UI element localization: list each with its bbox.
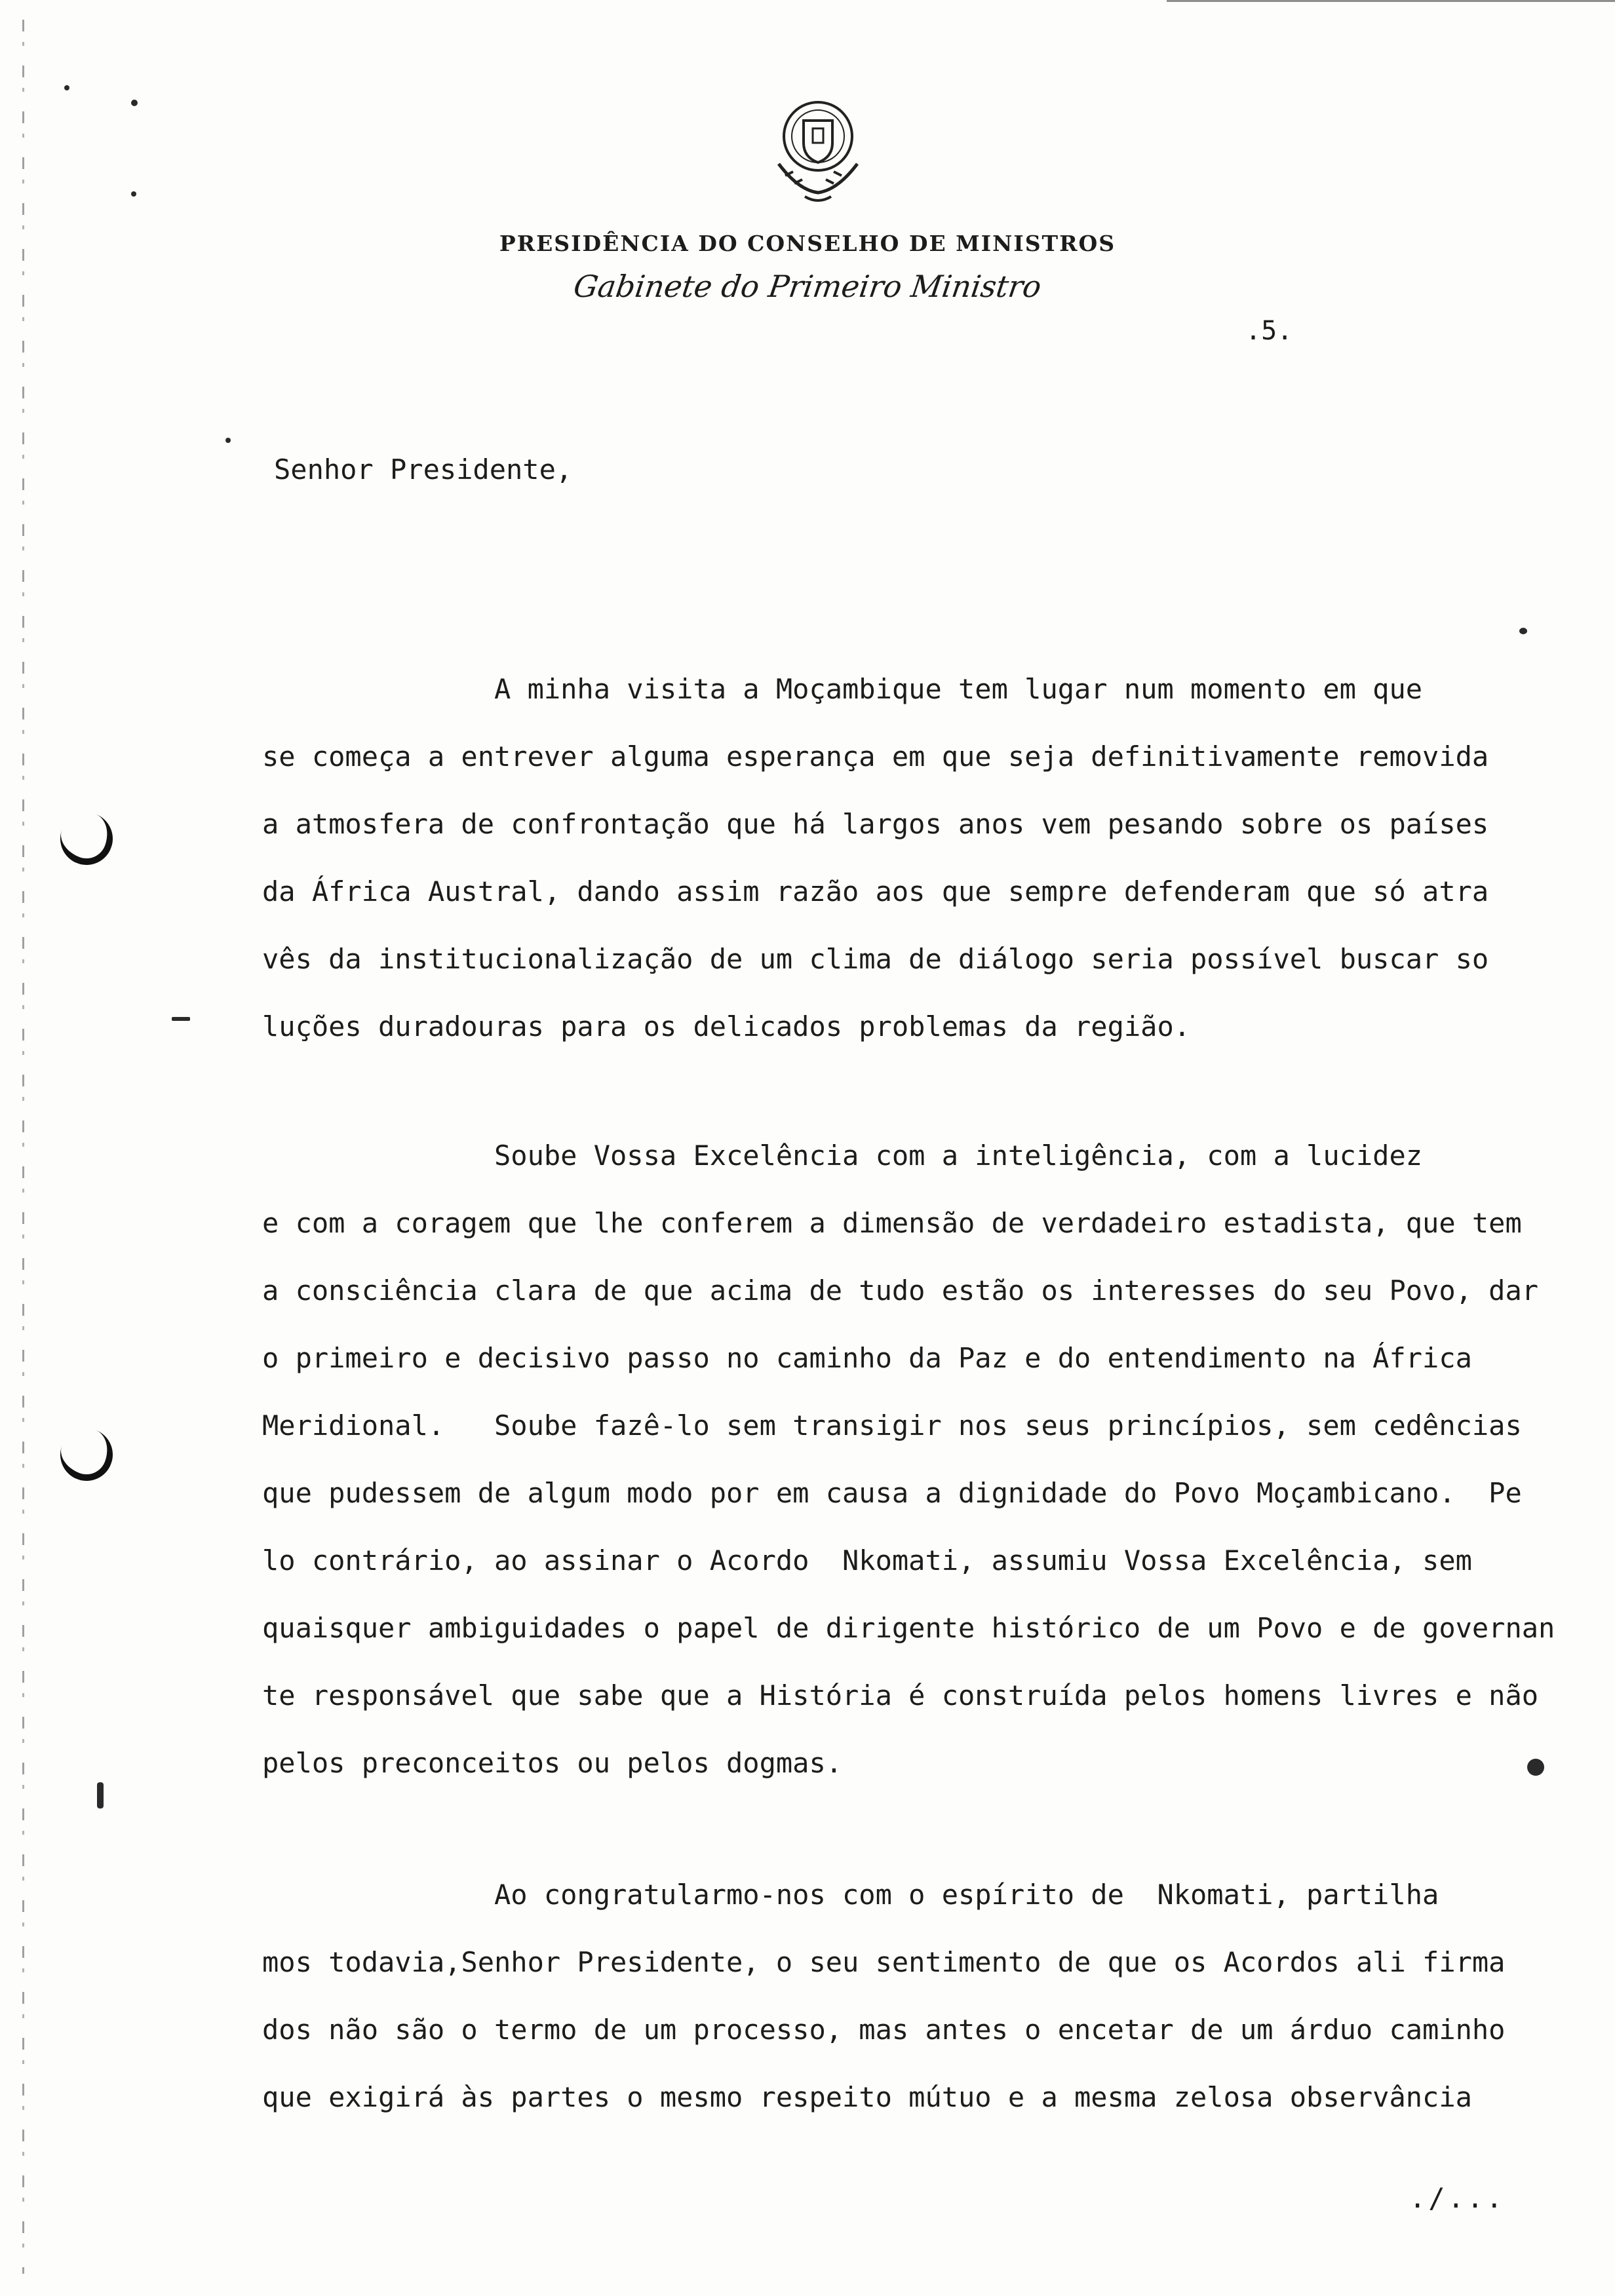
scan-speck (131, 100, 138, 106)
scan-speck (97, 1782, 104, 1808)
scan-speck (64, 85, 69, 90)
scan-speck (1519, 628, 1527, 634)
text-line: quaisquer ambiguidades o papel de dirigente histórico de um Povo e de governan (262, 1612, 1555, 1644)
paragraph-1 (262, 655, 1547, 1060)
text-line: a atmosfera de confrontação que há largos anos vem pesando sobre os países (262, 808, 1489, 840)
coat-of-arms-icon (766, 92, 870, 210)
text-line: se começa a entrever alguma esperança em que seja definitivamente removida (262, 740, 1489, 773)
punch-hole-mark (53, 805, 121, 873)
text-line: o primeiro e decisivo passo no caminho da Paz e do entendimento na África (262, 1342, 1472, 1374)
text-line: Meridional. Soube fazê-lo sem transigir nos seus princípios, sem cedências (262, 1409, 1522, 1442)
scan-speck (172, 1017, 190, 1021)
scan-speck (225, 438, 231, 443)
text-line: te responsável que sabe que a História é construída pelos homens livres e não (262, 1679, 1539, 1712)
text-line: vês da institucionalização de um clima de diálogo seria possível buscar so (262, 943, 1489, 975)
letterhead-subtitle: Gabinete do Primeiro Ministro (571, 269, 1044, 304)
text-line: lo contrário, ao assinar o Acordo Nkomati, assumiu Vossa Excelência, sem (262, 1544, 1472, 1577)
text-line: Soube Vossa Excelência com a inteligência, com a lucidez (262, 1139, 1423, 1172)
text-line: dos não são o termo de um processo, mas antes o encetar de um árduo caminho (262, 2014, 1506, 2046)
letterhead-title: PRESIDÊNCIA DO CONSELHO DE MINISTROS (499, 231, 1116, 256)
text-line: que pudessem de algum modo por em causa a dignidade do Povo Moçambicano. Pe (262, 1477, 1522, 1509)
text-line: mos todavia,Senhor Presidente, o seu sentimento de que os Acordos ali firma (262, 1946, 1506, 1978)
text-line: e com a coragem que lhe conferem a dimensão de verdadeiro estadista, que tem (262, 1207, 1522, 1239)
top-edge-rule (1167, 0, 1615, 2)
text-line: pelos preconceitos ou pelos dogmas. (262, 1747, 843, 1779)
text-line: da África Austral, dando assim razão aos que sempre defenderam que só atra (262, 875, 1489, 908)
page-number: .5. (1245, 316, 1293, 346)
scan-speck (131, 191, 136, 197)
left-binding-edge (22, 20, 24, 2274)
text-line: a consciência clara de que acima de tudo estão os interesses do seu Povo, dar (262, 1274, 1539, 1307)
text-line: Ao congratularmo-nos com o espírito de Nkomati, partilha (262, 1879, 1439, 1911)
text-line: luções duradouras para os delicados problemas da região. (262, 1010, 1191, 1043)
continuation-mark: ./... (1409, 2182, 1506, 2214)
text-line: que exigirá às partes o mesmo respeito mútuo e a mesma zelosa observância (262, 2081, 1472, 2113)
paragraph-3 (262, 1861, 1547, 2131)
text-line: A minha visita a Moçambique tem lugar num momento em que (262, 673, 1423, 705)
paragraph-2 (262, 1122, 1555, 1797)
punch-hole-mark (53, 1421, 121, 1489)
salutation: Senhor Presidente, (274, 453, 573, 486)
